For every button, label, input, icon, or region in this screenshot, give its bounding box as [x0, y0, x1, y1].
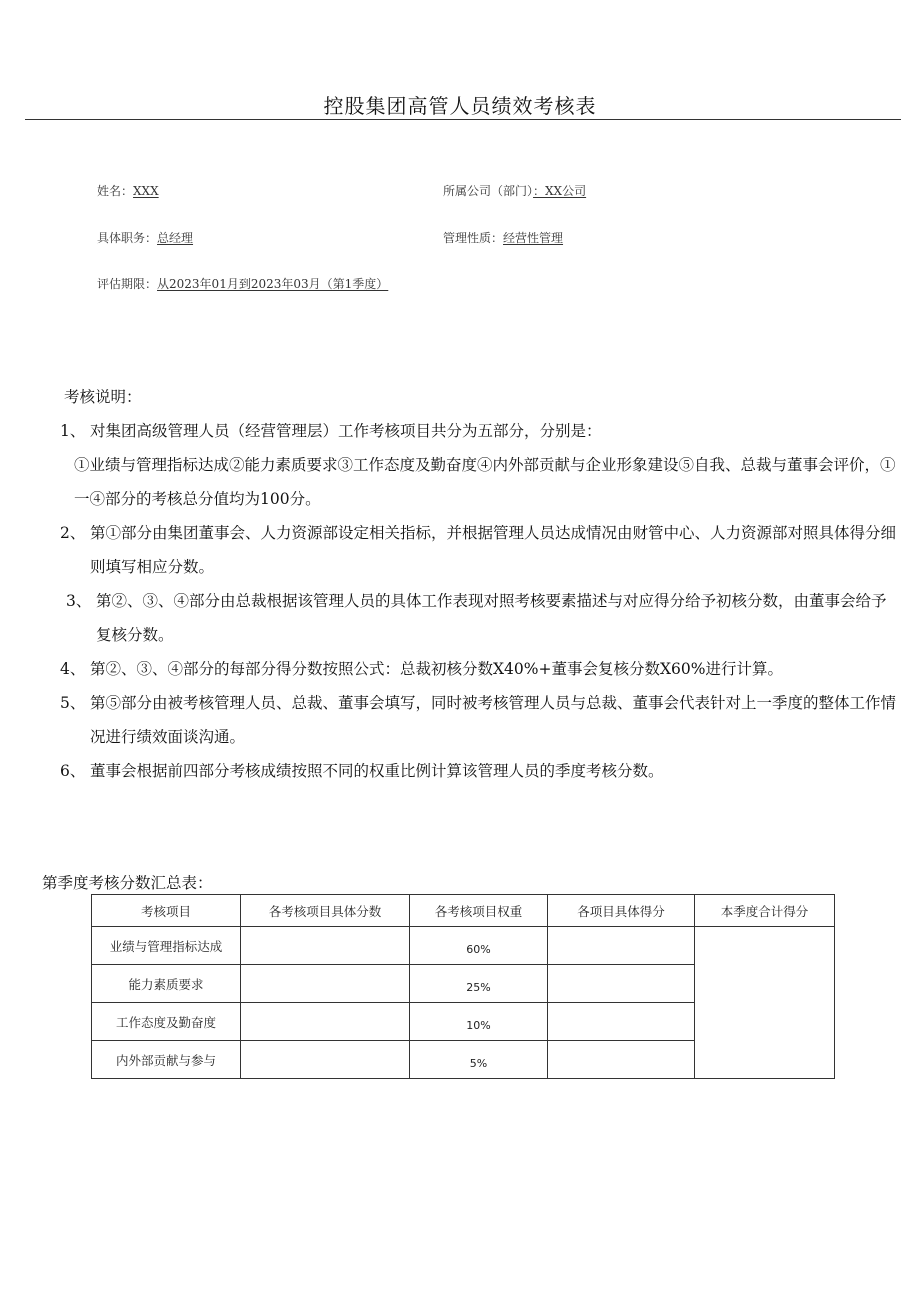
row-score-cell[interactable]	[241, 927, 410, 965]
row-score-cell[interactable]	[241, 1003, 410, 1041]
row-result-cell[interactable]	[548, 965, 695, 1003]
name-value: XXX	[133, 184, 159, 198]
position-label: 具体职务：	[97, 231, 158, 245]
col-header-result: 各项目具体得分	[548, 895, 695, 927]
period-field	[97, 275, 388, 292]
mgmt-value: 经营性管理	[503, 231, 564, 245]
note-item-1-detail: ①业绩与管理指标达成②能力素质要求③工作态度及勤奋度④内外部贡献与企业形象建设⑤自我、总裁与董事会评价，①一④部分的考核总分值均为100分。	[74, 456, 896, 508]
assessment-notes	[60, 380, 900, 788]
row-weight: 60%	[410, 927, 548, 965]
col-header-score: 各考核项目具体分数	[241, 895, 410, 927]
note-item-4: 4、 第②、③、④部分的每部分得分数按照公式：总裁初核分数X40%+董事会复核分数X60%进行计算。	[60, 660, 783, 678]
note-item-3: 3、 第②、③、④部分由总裁根据该管理人员的具体工作表现对照考核要素描述与对应得分给予初核分数，由董事会给予复核分数。	[66, 592, 887, 644]
row-result-cell[interactable]	[548, 1041, 695, 1079]
row-score-cell[interactable]	[241, 965, 410, 1003]
period-label: 评估期限：	[97, 277, 158, 291]
note-item-5: 5、 第⑤部分由被考核管理人员、总裁、董事会填写，同时被考核管理人员与总裁、董事会代表针对上一季度的整体工作情况进行绩效面谈沟通。	[60, 694, 897, 746]
row-result-cell[interactable]	[548, 927, 695, 965]
note-item-1: 1、 对集团高级管理人员（经营管理层）工作考核项目共分为五部分，分别是：	[60, 422, 602, 440]
form-title: 控股集团高管人员绩效考核表	[323, 94, 597, 118]
company-field	[443, 182, 586, 199]
row-weight: 5%	[410, 1041, 548, 1079]
col-header-item: 考核项目	[92, 895, 241, 927]
col-header-weight: 各考核项目权重	[410, 895, 548, 927]
name-label: 姓名：	[97, 184, 134, 198]
row-weight: 25%	[410, 965, 548, 1003]
row-result-cell[interactable]	[548, 1003, 695, 1041]
notes-heading: 考核说明：	[64, 388, 142, 406]
row-item: 内外部贡献与参与	[92, 1041, 241, 1079]
position-field	[97, 229, 193, 246]
note-item-2: 2、 第①部分由集团董事会、人力资源部设定相关指标，并根据管理人员达成情况由财管中心、人力资源部对照具体得分细则填写相应分数。	[60, 524, 897, 576]
row-score-cell[interactable]	[241, 1041, 410, 1079]
name-field	[97, 182, 159, 199]
row-item: 业绩与管理指标达成	[92, 927, 241, 965]
title-divider	[25, 119, 901, 120]
row-weight: 10%	[410, 1003, 548, 1041]
company-label: 所属公司（部门）	[443, 184, 534, 198]
summary-table	[91, 894, 835, 1079]
mgmt-label: 管理性质：	[443, 231, 504, 245]
quarter-total-cell[interactable]	[695, 927, 835, 1079]
table-row	[92, 927, 835, 965]
period-value: 从2023年01月到2023年03月（第1季度）	[157, 277, 389, 291]
note-item-6: 6、 董事会根据前四部分考核成绩按照不同的权重比例计算该管理人员的季度考核分数。	[60, 762, 664, 780]
table-header-row	[92, 895, 835, 927]
mgmt-field	[443, 229, 563, 246]
row-item: 工作态度及勤奋度	[92, 1003, 241, 1041]
position-value: 总经理	[157, 231, 194, 245]
summary-title: 第季度考核分数汇总表：	[42, 874, 213, 892]
col-header-total: 本季度合计得分	[695, 895, 835, 927]
row-item: 能力素质要求	[92, 965, 241, 1003]
company-value: ：XX公司	[533, 184, 587, 198]
